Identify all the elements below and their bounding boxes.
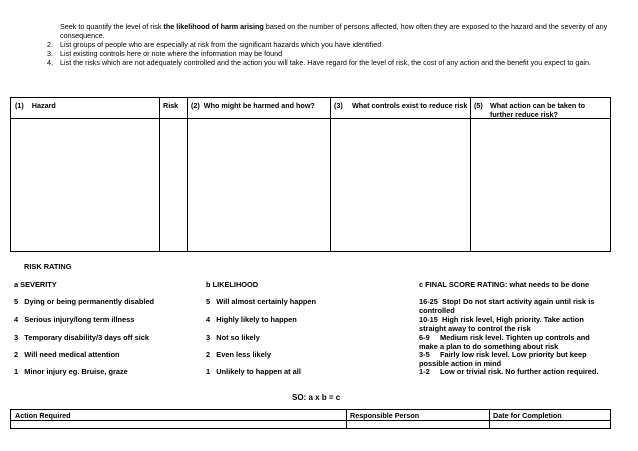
likelihood-title: b LIKELIHOOD bbox=[206, 280, 259, 289]
intro-list bbox=[47, 40, 620, 67]
likelihood-item: 1 Unlikely to happen at all bbox=[206, 367, 301, 376]
likelihood-item: 5 Will almost certainly happen bbox=[206, 297, 317, 306]
severity-item: 4 Serious injury/long term illness bbox=[14, 315, 135, 324]
final-score-item: 3-5 Fairly low risk level. Low priority but keep possible action in mind bbox=[419, 350, 587, 368]
severity-title: a SEVERITY bbox=[14, 280, 57, 289]
header-responsible-person: Responsible Person bbox=[350, 411, 420, 420]
date-completion-field[interactable] bbox=[490, 421, 610, 429]
who-harmed-column[interactable] bbox=[188, 98, 331, 251]
intro-paragraph bbox=[60, 22, 620, 40]
severity-item: 3 Temporary disability/3 days off sick bbox=[14, 333, 150, 342]
header-who-harmed: (2) Who might be harmed and how? bbox=[191, 101, 315, 110]
list-text: List the risks which are not adequately controlled and the action you will take. Have regard for the level of risk, the cost of any action and the benefit you expect to gain. bbox=[60, 58, 591, 67]
header-risk: Risk bbox=[163, 101, 179, 110]
list-item: 4. List the risks which are not adequately controlled and the action you will take. Have regard for the level of risk, the cost of any action and the benefit you expect to gain. bbox=[60, 58, 620, 67]
final-score-item: 16-25 Stop! Do not start activity again until risk is controlled bbox=[419, 297, 595, 315]
intro-text-bold: the likelihood of harm arising bbox=[163, 22, 264, 31]
final-score-item: 1-2 Low or trivial risk. No further action required. bbox=[419, 367, 599, 376]
likelihood-item: 2 Even less likely bbox=[206, 350, 271, 359]
risk-rating-title: RISK RATING bbox=[24, 262, 72, 271]
list-text: List groups of people who are especially at risk from the significant hazards which you have identified bbox=[60, 40, 382, 49]
action-table bbox=[10, 409, 611, 429]
risk-column[interactable] bbox=[160, 98, 188, 251]
responsible-person-field[interactable] bbox=[347, 421, 489, 429]
final-score-item: 6-9 Medium risk level. Tighten up controls and make a plan to do something about risk bbox=[419, 333, 590, 351]
header-date-completion: Date for Completion bbox=[493, 411, 562, 420]
list-item: 3. List existing controls here or note where the information may be found bbox=[60, 49, 620, 58]
hazard-table bbox=[10, 97, 611, 252]
list-item: 2. List groups of people who are especially at risk from the significant hazards which you have identified bbox=[60, 40, 620, 49]
final-score-title: c FINAL SCORE RATING: what needs to be done bbox=[419, 280, 590, 289]
header-hazard: (1) Hazard bbox=[15, 101, 56, 110]
intro-text bbox=[47, 22, 620, 67]
header-controls: (3) What controls exist to reduce risk bbox=[334, 101, 468, 110]
header-action-required: Action Required bbox=[15, 411, 71, 420]
list-text: List existing controls here or note where the information may be found bbox=[60, 49, 283, 58]
final-score-item: 10-15 High risk level, High priority. Take action straight away to control the risk bbox=[419, 315, 584, 333]
formula: SO: a x b = c bbox=[292, 393, 341, 402]
controls-column[interactable] bbox=[331, 98, 471, 251]
intro-text-pre: Seek to quantify the level of risk bbox=[60, 22, 164, 31]
header-action: (5) What action can be taken to further reduce risk? bbox=[474, 101, 586, 119]
hazard-column[interactable] bbox=[11, 98, 160, 251]
likelihood-item: 4 Highly likely to happen bbox=[206, 315, 297, 324]
intro-text-post: based on the number of persons affected, how often they are exposed to the hazard and the severity of any consequence. bbox=[60, 22, 608, 40]
action-required-field[interactable] bbox=[11, 421, 346, 429]
likelihood-item: 3 Not so likely bbox=[206, 333, 260, 342]
severity-item: 1 Minor injury eg. Bruise, graze bbox=[14, 367, 128, 376]
severity-item: 5 Dying or being permanently disabled bbox=[14, 297, 155, 306]
severity-item: 2 Will need medical attention bbox=[14, 350, 120, 359]
